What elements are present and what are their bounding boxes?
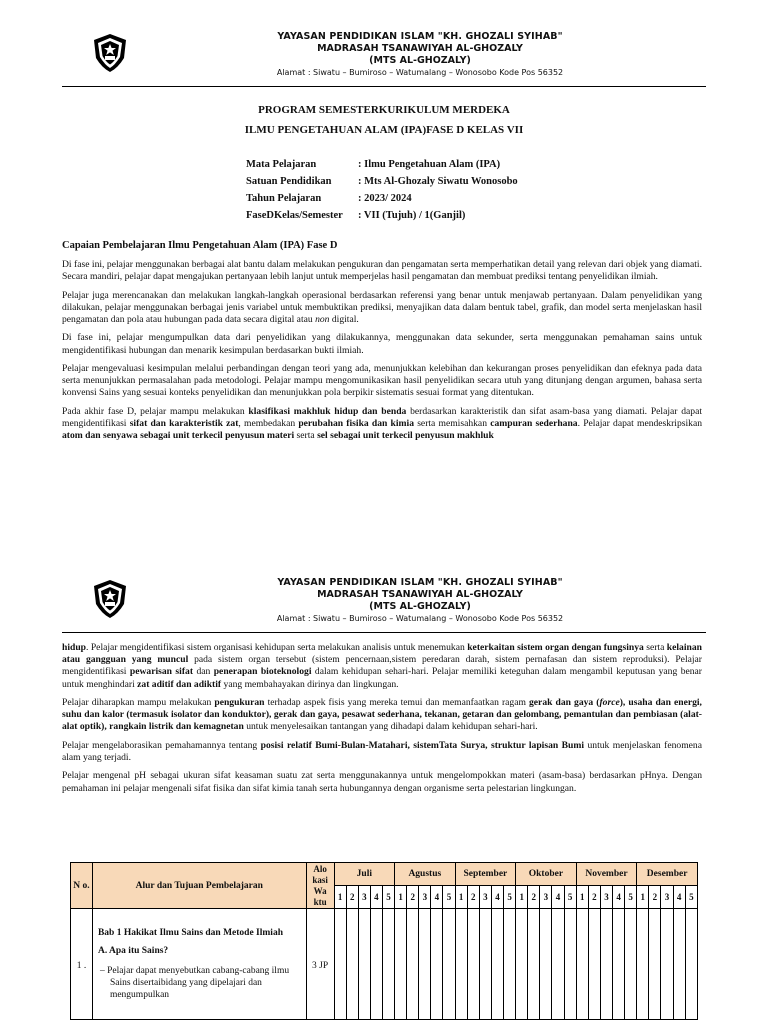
month-header: Desember <box>637 863 698 886</box>
schedule-cell <box>443 909 455 1020</box>
school-name: MADRASAH TSANAWIYAH AL-GHOZALY <box>317 589 523 600</box>
title-line-2: ILMU PENGETAHUAN ALAM (IPA)FASE D KELAS VII <box>244 124 524 136</box>
schedule-cell <box>588 909 600 1020</box>
schedule-cell <box>625 909 637 1020</box>
schedule-cell <box>431 909 443 1020</box>
schedule-cell <box>334 909 346 1020</box>
info-row <box>246 207 518 224</box>
week-cell: 5 <box>685 886 697 909</box>
schedule-cell <box>467 909 479 1020</box>
schedule-cell <box>491 909 503 1020</box>
info-row <box>246 173 518 190</box>
row-alokasi: 3 JP <box>306 909 334 1020</box>
week-cell: 1 <box>637 886 649 909</box>
school-name: MADRASAH TSANAWIYAH AL-GHOZALY <box>317 43 523 54</box>
week-cell: 1 <box>455 886 467 909</box>
info-value: : Mts Al-Ghozaly Siwatu Wonosobo <box>358 176 518 187</box>
schedule-cell <box>685 909 697 1020</box>
week-cell: 2 <box>467 886 479 909</box>
week-cell: 4 <box>491 886 503 909</box>
schedule-cell <box>382 909 394 1020</box>
schedule-cell <box>576 909 588 1020</box>
info-value: : Ilmu Pengetahuan Alam (IPA) <box>358 159 501 170</box>
paragraph: hidup. Pelajar mengidentifikasi sistem organisasi kehidupan serta melakukan analisis untuk menemukan keterkaitan sistem organ dengan fungsinya serta kelainan atau gangguan yang muncul pada sistem organ tersebut (sistem pencernaan,sistem peredaran darah, sistem pernafasan dan sistem reproduksi). Pelajar mengidentifikasi pewarisan sifat dan penerapan bioteknologi dalam kehidupan sehari-hari. Pelajar memiliki keteguhan dalam mengambil keputusan yang benar untuk menghindari zat aditif dan adiktif yang membahayakan dirinya dan lingkungan. <box>62 642 702 690</box>
paragraph: Pelajar diharapkan mampu melakukan pengukuran terhadap aspek fisis yang mereka temui dan memanfaatkan ragam gerak dan gaya (force), usaha dan energi, suhu dan kalor (termasuk isolator dan konduktor), gerak dan gaya, pesawat sederhana, tekanan, getaran dan gelombang, pemantulan dan pembiasan (alat-alat optik), rangkain listrik dan kemagnetan untuk menyelesaikan tantangan yang dihadapi dalam kehidupan sehari-hari. <box>62 697 702 733</box>
paragraph: Pelajar mengevaluasi kesimpulan melalui perbandingan dengan teori yang ada, menunjukkan kelebihan dan kekurangan proses penyelidikan dan efeknya pada data serta menunjukkan permasalahan pada metodologi. Pelajar mampu mengomunikasikan hasil penyelidikan secara utuh yang ditunjang dengan argumen, bahasa serta konvensi Sains yang sesuai konteks penyelidikan dan menunjukkan pola berpikir sistematis sesuai format yang ditentukan. <box>62 362 702 399</box>
letterhead-rule <box>62 632 706 633</box>
week-cell: 1 <box>516 886 528 909</box>
week-cell: 5 <box>382 886 394 909</box>
schedule-cell <box>516 909 528 1020</box>
school-emblem-icon <box>88 576 132 620</box>
info-label: FaseDKelas/Semester <box>246 210 343 221</box>
foundation-name: YAYASAN PENDIDIKAN ISLAM "KH. GHOZALI SYIHAB" <box>277 577 563 588</box>
week-cell: 3 <box>358 886 370 909</box>
foundation-name: YAYASAN PENDIDIKAN ISLAM "KH. GHOZALI SYIHAB" <box>277 31 563 42</box>
info-value: : 2023/ 2024 <box>358 193 412 204</box>
week-cell: 2 <box>649 886 661 909</box>
header-alokasi: Alo kasi Wa ktu <box>306 863 334 909</box>
info-row <box>246 190 518 207</box>
schedule-cell <box>564 909 576 1020</box>
school-address: Alamat : Siwatu – Bumiroso – Watumalang – Wonosobo Kode Pos 56352 <box>276 68 564 77</box>
week-cell: 3 <box>540 886 552 909</box>
page1-body <box>62 259 702 449</box>
week-cell: 2 <box>528 886 540 909</box>
week-cell: 4 <box>370 886 382 909</box>
paragraph: Pelajar mengelaborasikan pemahamannya tentang posisi relatif Bumi-Bulan-Matahari, sistemTata Surya, struktur lapisan Bumi untuk menjelaskan fenomena alam yang terjadi. <box>62 739 702 763</box>
school-abbrev: (MTS AL-GHOZALY) <box>369 601 471 612</box>
schedule-cell <box>673 909 685 1020</box>
title-line-1: PROGRAM SEMESTERKURIKULUM MERDEKA <box>258 104 510 116</box>
week-cell: 2 <box>588 886 600 909</box>
week-cell: 1 <box>334 886 346 909</box>
info-label: Satuan Pendidikan <box>246 176 332 187</box>
schedule-cell <box>649 909 661 1020</box>
schedule-cell <box>637 909 649 1020</box>
week-cell: 1 <box>576 886 588 909</box>
month-header: Oktober <box>516 863 577 886</box>
schedule-cell <box>419 909 431 1020</box>
schedule-cell <box>370 909 382 1020</box>
schedule-cell <box>540 909 552 1020</box>
schedule-cell <box>395 909 407 1020</box>
paragraph: Di fase ini, pelajar mengumpulkan data dari penyelidikan yang dilakukannya, menggunakan data sekunder, serta menggunakan pemahaman sains untuk mengidentifikasi hubungan dan menarik kesimpulan berdasarkan bukti ilmiah. <box>62 332 702 356</box>
header-no: N o. <box>71 863 93 909</box>
school-abbrev: (MTS AL-GHOZALY) <box>369 55 471 66</box>
subchapter-title: A. Apa itu Sains? <box>97 946 169 956</box>
week-cell: 5 <box>443 886 455 909</box>
week-cell: 4 <box>613 886 625 909</box>
document-title <box>62 100 706 140</box>
week-cell: 3 <box>600 886 612 909</box>
chapter-title: Bab 1 Hakikat Ilmu Sains dan Metode Ilmiah <box>97 928 283 938</box>
school-address: Alamat : Siwatu – Bumiroso – Watumalang – Wonosobo Kode Pos 56352 <box>276 614 564 623</box>
week-cell: 4 <box>431 886 443 909</box>
school-emblem-icon <box>88 30 132 74</box>
page2-body <box>62 642 702 801</box>
row-alur <box>92 909 306 1020</box>
week-cell: 5 <box>504 886 516 909</box>
week-cell: 4 <box>673 886 685 909</box>
week-cell: 5 <box>625 886 637 909</box>
schedule-cell <box>455 909 467 1020</box>
month-header: September <box>455 863 516 886</box>
schedule-cell <box>661 909 673 1020</box>
page-gap <box>0 520 768 560</box>
week-cell: 5 <box>564 886 576 909</box>
week-cell: 1 <box>395 886 407 909</box>
schedule-cell <box>358 909 370 1020</box>
month-header: November <box>576 863 637 886</box>
section-title: Capaian Pembelajaran Ilmu Pengetahuan Alam (IPA) Fase D <box>62 240 338 251</box>
week-cell: 3 <box>419 886 431 909</box>
info-block <box>246 156 518 224</box>
document-page-2 <box>0 560 768 1024</box>
week-cell: 3 <box>479 886 491 909</box>
schedule-cell <box>528 909 540 1020</box>
month-header: Juli <box>334 863 394 886</box>
paragraph: Di fase ini, pelajar menggunakan berbagai alat bantu dalam melakukan pengukuran dan pengamatan serta memperhatikan detail yang relevan dari objek yang diamati. Secara mandiri, pelajar dapat mengajukan pertanyaan lebih lanjut untuk memperjelas hasil pengamatan dan membuat prediksi tentang penyelidikan ilmiah. <box>62 259 702 283</box>
info-row <box>246 156 518 173</box>
schedule-cell <box>479 909 491 1020</box>
week-cell: 4 <box>552 886 564 909</box>
week-cell: 3 <box>661 886 673 909</box>
schedule-cell <box>504 909 516 1020</box>
week-cell: 2 <box>407 886 419 909</box>
table-row <box>71 909 698 1020</box>
week-cell: 2 <box>346 886 358 909</box>
schedule-cell <box>407 909 419 1020</box>
paragraph: Pelajar mengenal pH sebagai ukuran sifat keasaman suatu zat serta menggunakannya untuk mengelompokkan materi (asam-basa) berdasarkan pHnya. Dengan pemahaman ini pelajar mengenali sifat fisika dan sifat kimia tanah serta hubungannya dengan organisme serta pelestarian lingkungan. <box>62 770 702 794</box>
schedule-table <box>70 862 698 1020</box>
schedule-cell <box>600 909 612 1020</box>
row-no: 1 . <box>71 909 93 1020</box>
header-alur: Alur dan Tujuan Pembelajaran <box>92 863 306 909</box>
schedule-cell <box>346 909 358 1020</box>
paragraph: Pelajar juga merencanakan dan melakukan langkah-langkah operasional berdasarkan referensi yang benar untuk menjawab pertanyaan. Dalam penyelidikan yang dilakukan, pelajar menggunakan berbagai jenis variabel untuk membuktikan prediksi, menyajikan data dalam bentuk tabel, grafik, dan model serta menjelaskan hasil pengamatan dan pola atau hubungan pada data secara digital atau non digital. <box>62 289 702 325</box>
info-label: Tahun Pelajaran <box>246 193 322 204</box>
month-header: Agustus <box>395 863 456 886</box>
paragraph: Pada akhir fase D, pelajar mampu melakukan klasifikasi makhluk hidup dan benda berdasarkan karakteristik dan sifat asam-basa yang diamati. Pelajar dapat mengidentifikasi sifat dan karakteristik zat, membedakan perubahan fisika dan kimia serta memisahkan campuran sederhana. Pelajar dapat mendeskripsikan atom dan senyawa sebagai unit terkecil penyusun materi serta sel sebagai unit terkecil penyusun makhluk <box>62 405 702 442</box>
schedule-cell <box>613 909 625 1020</box>
learning-objective: – Pelajar dapat menyebutkan cabang-cabang ilmu Sains disertaibidang yang dipelajari dan mengumpulkan <box>99 966 290 1000</box>
info-label: Mata Pelajaran <box>246 159 317 170</box>
letterhead-rule <box>62 86 706 87</box>
info-value: : VII (Tujuh) / 1(Ganjil) <box>358 210 466 221</box>
schedule-cell <box>552 909 564 1020</box>
